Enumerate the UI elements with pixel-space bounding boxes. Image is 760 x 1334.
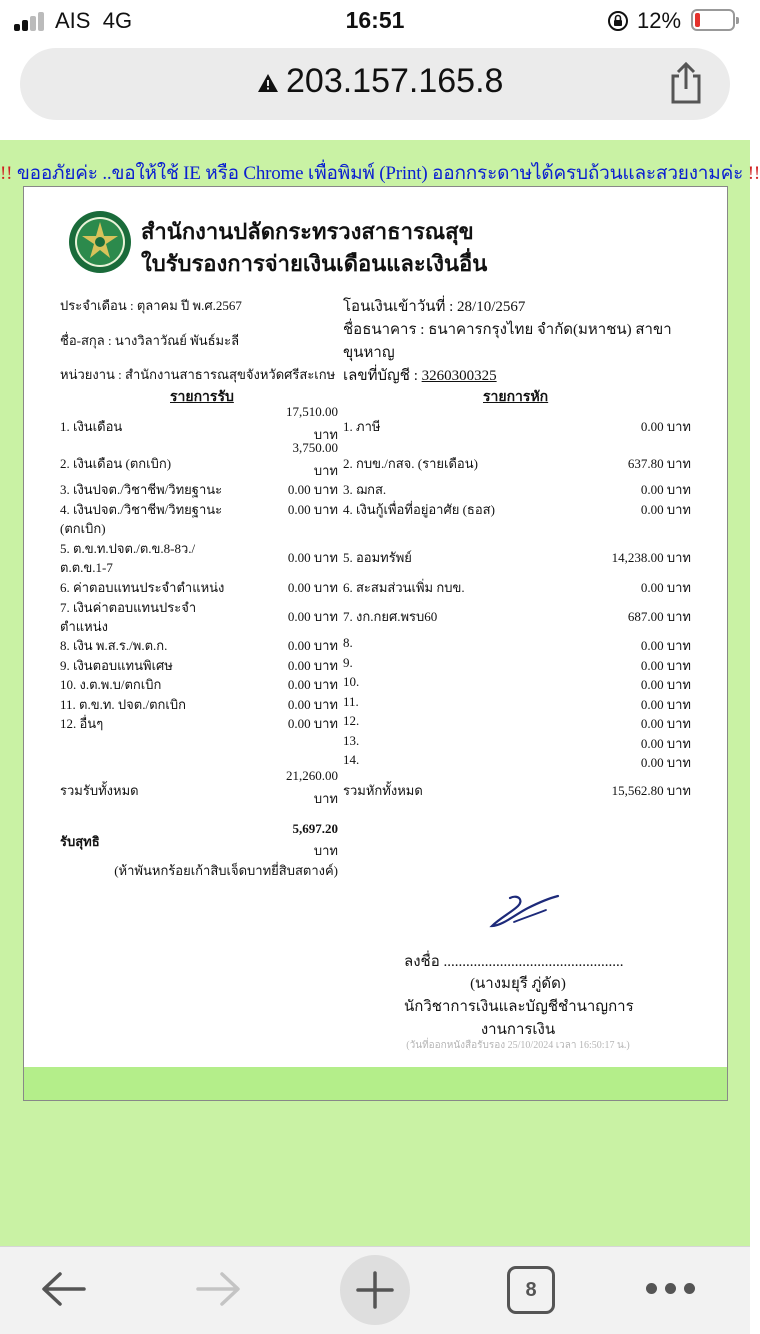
deduction-amount: 0.00 บาท [640, 482, 691, 497]
deduction-label: 10. [343, 674, 360, 689]
deduction-amount: 0.00 บาท [640, 716, 691, 731]
income-label: 8. เงิน พ.ส.ร./พ.ต.ก. [60, 638, 168, 653]
income-label-cont: (ตกเบิก) [60, 521, 106, 536]
deduction-label: 3. ฌกส. [343, 482, 387, 497]
signer-name: (นางมยุรี ภู่ดัด) [470, 976, 566, 992]
battery-icon [691, 9, 735, 31]
net-amount: 5,697.20 [292, 821, 338, 836]
income-label: 9. เงินตอบแทนพิเศษ [60, 658, 173, 673]
income-label: 12. อื่นๆ [60, 716, 104, 731]
income-amount: 0.00 บาท [287, 550, 338, 565]
income-amount: 3,750.00 [292, 440, 338, 455]
net-amount-words: (ห้าพันหกร้อยเก้าสิบเจ็ดบาทยี่สิบสตางค์) [114, 863, 338, 878]
income-label: 2. เงินเดือน (ตกเบิก) [60, 456, 172, 471]
deduction-label: 12. [343, 713, 360, 728]
deduction-label: 2. กบข./กสจ. (รายเดือน) [343, 456, 478, 471]
orientation-lock-icon [607, 10, 629, 32]
income-label: 6. ค่าตอบแทนประจำตำแหน่ง [60, 580, 225, 595]
income-amount: 0.00 บาท [287, 580, 338, 595]
deduction-amount: 0.00 บาท [640, 658, 691, 673]
deduction-label: 4. เงินกู้เพื่อที่อยู่อาศัย (ธอส) [343, 502, 495, 517]
more-menu-icon[interactable] [646, 1281, 696, 1295]
income-amount: 0.00 บาท [287, 716, 338, 731]
unit-field: หน่วยงาน : สำนักงานสาธารณสุขจังหวัดศรีสะเกษ [60, 367, 336, 382]
plus-icon [356, 1271, 394, 1309]
income-label-cont: ตำแหน่ง [60, 619, 108, 634]
deduction-label: 11. [343, 694, 359, 709]
month-field: ประจำเดือน : ตุลาคม ปี พ.ศ.2567 [60, 298, 242, 313]
signature-line: ลงชื่อ ................................................ [404, 954, 624, 970]
total-income-amount: 21,260.00 [286, 768, 338, 783]
income-unit: บาท [313, 427, 338, 442]
warning-icon [257, 72, 279, 94]
name-field: ชื่อ-สกุล : นางวิลาวัณย์ พันธ์มะลี [60, 333, 240, 348]
deduction-amount: 0.00 บาท [640, 677, 691, 692]
net-label: รับสุทธิ [60, 834, 100, 849]
back-arrow-icon[interactable] [40, 1269, 86, 1309]
deduction-label: 1. ภาษี [343, 419, 381, 434]
deduction-amount: 0.00 บาท [640, 697, 691, 712]
bank-name: ชื่อธนาคาร : ธนาคารกรุงไทย จำกัด(มหาชน) สาขา [343, 322, 672, 338]
forward-arrow-icon[interactable] [196, 1269, 242, 1309]
issued-timestamp: (วันที่ออกหนังสือรับรอง 25/10/2024 เวลา 16:50:17 น.) [406, 1040, 630, 1051]
income-unit: บาท [313, 463, 338, 478]
share-icon[interactable] [666, 62, 706, 104]
doc-title: ใบรับรองการจ่ายเงินเดือนและเงินอื่น [141, 251, 488, 276]
income-amount: 0.00 บาท [287, 502, 338, 517]
deduction-amount: 0.00 บาท [640, 580, 691, 595]
income-label-cont: ต.ต.ข.1-7 [60, 560, 113, 575]
deduction-label: 8. [343, 635, 353, 650]
deduction-amount: 14,238.00 บาท [611, 550, 691, 565]
income-amount: 0.00 บาท [287, 677, 338, 692]
address-bar[interactable] [20, 48, 730, 120]
carrier-label: AIS 4G [55, 8, 133, 33]
net-unit: บาท [313, 843, 338, 858]
org-name: สำนักงานปลัดกระทรวงสาธารณสุข [141, 219, 474, 244]
deduction-label: 9. [343, 655, 353, 670]
income-label: 11. ต.ข.ท. ปจต./ตกเบิก [60, 697, 186, 712]
income-amount: 0.00 บาท [287, 609, 338, 624]
clock: 16:51 [345, 7, 405, 33]
income-header: รายการรับ [170, 390, 234, 405]
income-amount: 0.00 บาท [287, 697, 338, 712]
deduction-amount: 0.00 บาท [640, 638, 691, 653]
deduction-amount: 687.00 บาท [627, 609, 691, 624]
new-tab-button[interactable] [340, 1255, 410, 1325]
ministry-logo [68, 210, 132, 274]
browser-toolbar [0, 1246, 750, 1334]
total-deduction-label: รวมหักทั้งหมด [343, 783, 423, 798]
bank-branch: ขุนหาญ [343, 345, 395, 361]
total-deduction-amount: 15,562.80 บาท [611, 783, 691, 798]
deduction-amount: 0.00 บาท [640, 736, 691, 751]
income-amount: 0.00 บาท [287, 638, 338, 653]
income-label: 4. เงินปจต./วิชาชีพ/วิทยฐานะ [60, 502, 223, 517]
deduction-amount: 0.00 บาท [640, 502, 691, 517]
status-bar [0, 0, 750, 42]
network-label: 4G [102, 8, 133, 33]
income-amount: 0.00 บาท [287, 658, 338, 673]
battery-percent: 12% [637, 8, 682, 33]
tabs-button[interactable]: 8 [507, 1266, 555, 1314]
deduction-label: 6. สะสมส่วนเพิ่ม กบข. [343, 580, 465, 595]
account-number: เลขที่บัญชี : 3260300325 [343, 368, 497, 384]
deduction-label: 13. [343, 733, 360, 748]
signature-image [488, 892, 562, 934]
deduction-label: 5. ออมทรัพย์ [343, 550, 412, 565]
signer-position: นักวิชาการเงินและบัญชีชำนาญการ [404, 999, 634, 1015]
transfer-date: โอนเงินเข้าวันที่ : 28/10/2567 [343, 299, 526, 315]
total-income-unit: บาท [313, 791, 338, 806]
deduction-label: 14. [343, 752, 360, 767]
income-label: 1. เงินเดือน [60, 419, 123, 434]
total-income-label: รวมรับทั้งหมด [60, 783, 139, 798]
deduction-amount: 0.00 บาท [640, 755, 691, 770]
deduction-amount: 637.80 บาท [627, 456, 691, 471]
url-text: 203.157.165.8 [286, 62, 504, 100]
signer-department: งานการเงิน [480, 1022, 556, 1038]
income-label: 3. เงินปจต./วิชาชีพ/วิทยฐานะ [60, 482, 223, 497]
income-label: 7. เงินค่าตอบแทนประจำ [60, 600, 197, 615]
deduction-label: 7. งก.กยศ.พรบ60 [343, 609, 438, 624]
deduction-header: รายการหัก [483, 390, 549, 405]
deduction-amount: 0.00 บาท [640, 419, 691, 434]
print-notice: !! ขออภัยค่ะ ..ขอให้ใช้ IE หรือ Chrome เพื่อพิมพ์ (Print) ออกกระดาษได้ครบถ้วนและสวยงามค่ะ !! [0, 163, 760, 184]
income-label: 10. ง.ต.พ.บ/ตกเบิก [60, 677, 162, 692]
income-amount: 0.00 บาท [287, 482, 338, 497]
income-label: 5. ต.ข.ท.ปจต./ต.ข.8-8ว./ [60, 541, 196, 556]
income-amount: 17,510.00 [286, 404, 338, 419]
